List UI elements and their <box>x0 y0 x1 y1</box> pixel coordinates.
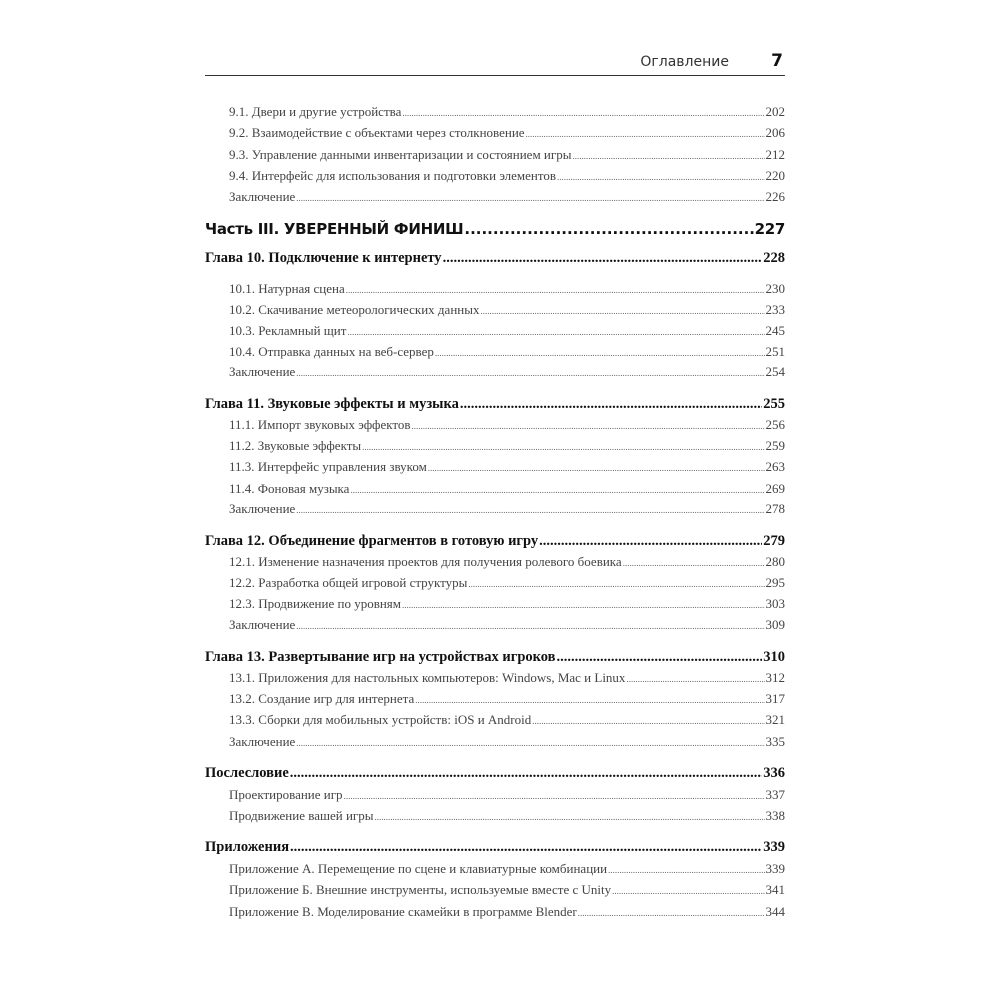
entry-page-number: 309 <box>765 617 785 632</box>
entry-page-number: 256 <box>765 417 785 432</box>
toc-chapter-entry <box>205 250 785 267</box>
entry-page-number: 220 <box>765 168 785 183</box>
entry-page-number: 206 <box>765 125 785 140</box>
entry-title: Глава 13. Развертывание игр на устройствах игроков <box>205 649 556 665</box>
dot-leader <box>626 674 764 684</box>
dot-leader <box>412 421 765 431</box>
toc-part-entry <box>205 220 785 238</box>
dot-leader <box>362 442 764 452</box>
dot-leader <box>402 600 765 610</box>
entry-page-number: 337 <box>765 787 785 802</box>
dot-leader <box>296 368 764 378</box>
entry-page-number: 341 <box>765 882 785 897</box>
toc-section-entry <box>229 364 785 380</box>
dot-leader <box>435 348 765 358</box>
dot-leader <box>346 285 765 295</box>
entry-title: 9.2. Взаимодействие с объектами через столкновение <box>229 125 525 140</box>
entry-page-number: 310 <box>763 649 785 665</box>
entry-page-number: 230 <box>765 281 785 296</box>
dot-leader <box>402 108 764 118</box>
entry-title: 9.1. Двери и другие устройства <box>229 104 402 119</box>
entry-page-number: 254 <box>765 364 785 379</box>
entry-page-number: 226 <box>765 189 785 204</box>
entry-page-number: 255 <box>763 396 785 412</box>
entry-page-number: 303 <box>765 596 785 611</box>
entry-page-number: 335 <box>765 734 785 749</box>
dot-leader <box>464 220 753 238</box>
dot-leader <box>347 327 764 337</box>
entry-title: 11.3. Интерфейс управления звуком <box>229 459 427 474</box>
entry-page-number: 245 <box>765 323 785 338</box>
toc-section-entry <box>229 501 785 517</box>
toc-section-entry <box>229 712 785 728</box>
dot-leader <box>612 886 764 896</box>
toc-section-entry <box>229 417 785 433</box>
toc-section-entry <box>229 104 785 120</box>
toc-chapter-entry <box>205 533 785 550</box>
toc-section-entry <box>229 125 785 141</box>
toc-section-entry <box>229 861 785 877</box>
entry-title: Заключение <box>229 734 296 749</box>
toc-section-entry <box>229 438 785 454</box>
dot-leader <box>480 306 764 316</box>
toc-section-entry <box>229 691 785 707</box>
entry-title: 11.2. Звуковые эффекты <box>229 438 362 453</box>
entry-page-number: 263 <box>765 459 785 474</box>
toc-section-entry <box>229 147 785 163</box>
entry-title: 12.2. Разработка общей игровой структуры <box>229 575 468 590</box>
entry-title: 10.4. Отправка данных на веб-сервер <box>229 344 434 359</box>
entry-title: 13.2. Создание игр для интернета <box>229 691 415 706</box>
entry-title: 9.4. Интерфейс для использования и подготовки элементов <box>229 168 557 183</box>
toc-section-entry <box>229 189 785 205</box>
entry-title: 12.3. Продвижение по уровням <box>229 596 401 611</box>
entry-page-number: 317 <box>765 691 785 706</box>
dot-leader <box>532 716 764 726</box>
dot-leader <box>460 396 762 413</box>
entry-title: Послесловие <box>205 765 289 781</box>
entry-title: 13.3. Сборки для мобильных устройств: iOS и Android <box>229 712 532 727</box>
entry-title: 13.1. Приложения для настольных компьютеров: Windows, Mac и Linux <box>229 670 626 685</box>
dot-leader <box>623 558 765 568</box>
entry-page-number: 344 <box>765 904 785 919</box>
toc-chapter-entry <box>205 396 785 413</box>
running-header <box>205 50 785 76</box>
entry-title: Глава 10. Подключение к интернету <box>205 250 442 266</box>
entry-title: 12.1. Изменение назначения проектов для получения ролевого боевика <box>229 554 622 569</box>
running-header-title: Оглавление <box>640 54 729 70</box>
toc-section-entry <box>229 734 785 750</box>
dot-leader <box>608 865 764 875</box>
entry-title: Глава 11. Звуковые эффекты и музыка <box>205 396 459 412</box>
dot-leader <box>526 129 765 139</box>
entry-title: 9.3. Управление данными инвентаризации и состоянием игры <box>229 147 572 162</box>
dot-leader <box>415 695 764 705</box>
toc-section-entry <box>229 617 785 633</box>
entry-title: 10.2. Скачивание метеорологических данных <box>229 302 480 317</box>
dot-leader <box>296 193 764 203</box>
toc-section-entry <box>229 481 785 497</box>
entry-page-number: 321 <box>765 712 785 727</box>
dot-leader <box>557 649 763 666</box>
toc-section-entry <box>229 596 785 612</box>
entry-page-number: 259 <box>765 438 785 453</box>
entry-title: Часть III. УВЕРЕННЫЙ ФИНИШ <box>205 220 464 238</box>
toc-section-entry <box>229 882 785 898</box>
entry-page-number: 279 <box>763 533 785 549</box>
dot-leader <box>344 791 765 801</box>
entry-page-number: 228 <box>763 250 785 266</box>
dot-leader <box>578 908 765 918</box>
dot-leader <box>296 505 764 515</box>
entry-title: Приложение Б. Внешние инструменты, используемые вместе с Unity <box>229 882 612 897</box>
entry-page-number: 295 <box>765 575 785 590</box>
dot-leader <box>539 533 762 550</box>
entry-page-number: 202 <box>765 104 785 119</box>
toc-section-entry <box>229 281 785 297</box>
toc-chapter-entry <box>205 649 785 666</box>
dot-leader <box>375 812 765 822</box>
dot-leader <box>428 463 765 473</box>
entry-title: Продвижение вашей игры <box>229 808 374 823</box>
toc-section-entry <box>229 168 785 184</box>
dot-leader <box>296 621 764 631</box>
toc-section-entry <box>229 575 785 591</box>
entry-page-number: 212 <box>765 147 785 162</box>
dot-leader <box>443 250 763 267</box>
entry-title: Заключение <box>229 189 296 204</box>
entry-page-number: 278 <box>765 501 785 516</box>
entry-title: Приложение В. Моделирование скамейки в программе Blender <box>229 904 577 919</box>
entry-title: Заключение <box>229 617 296 632</box>
toc-section-entry <box>229 670 785 686</box>
entry-page-number: 312 <box>765 670 785 685</box>
entry-title: 10.1. Натурная сцена <box>229 281 345 296</box>
entry-page-number: 233 <box>765 302 785 317</box>
entry-page-number: 339 <box>763 839 785 855</box>
toc-section-entry <box>229 808 785 824</box>
entry-page-number: 251 <box>765 344 785 359</box>
dot-leader <box>557 172 764 182</box>
toc-section-entry <box>229 787 785 803</box>
dot-leader <box>350 485 764 495</box>
entry-title: 11.1. Импорт звуковых эффектов <box>229 417 411 432</box>
toc-section-entry <box>229 302 785 318</box>
entry-page-number: 339 <box>765 861 785 876</box>
dot-leader <box>290 765 762 782</box>
dot-leader <box>468 579 764 589</box>
entry-title: Глава 12. Объединение фрагментов в готовую игру <box>205 533 539 549</box>
entry-title: 10.3. Рекламный щит <box>229 323 347 338</box>
dot-leader <box>572 151 764 161</box>
toc-section-entry <box>229 323 785 339</box>
toc-section-entry <box>229 904 785 920</box>
entry-title: Приложения <box>205 839 290 855</box>
entry-page-number: 280 <box>765 554 785 569</box>
toc-chapter-entry <box>205 765 785 782</box>
entry-title: Заключение <box>229 364 296 379</box>
entry-page-number: 269 <box>765 481 785 496</box>
entry-title: Заключение <box>229 501 296 516</box>
entry-title: 11.4. Фоновая музыка <box>229 481 350 496</box>
dot-leader <box>290 839 762 856</box>
entry-page-number: 338 <box>765 808 785 823</box>
toc-section-entry <box>229 344 785 360</box>
dot-leader <box>296 738 764 748</box>
toc-section-entry <box>229 459 785 475</box>
entry-title: Проектирование игр <box>229 787 343 802</box>
entry-page-number: 336 <box>763 765 785 781</box>
toc-section-entry <box>229 554 785 570</box>
toc-chapter-entry <box>205 839 785 856</box>
entry-page-number: 227 <box>754 220 785 238</box>
page-number: 7 <box>771 51 783 71</box>
entry-title: Приложение А. Перемещение по сцене и клавиатурные комбинации <box>229 861 608 876</box>
